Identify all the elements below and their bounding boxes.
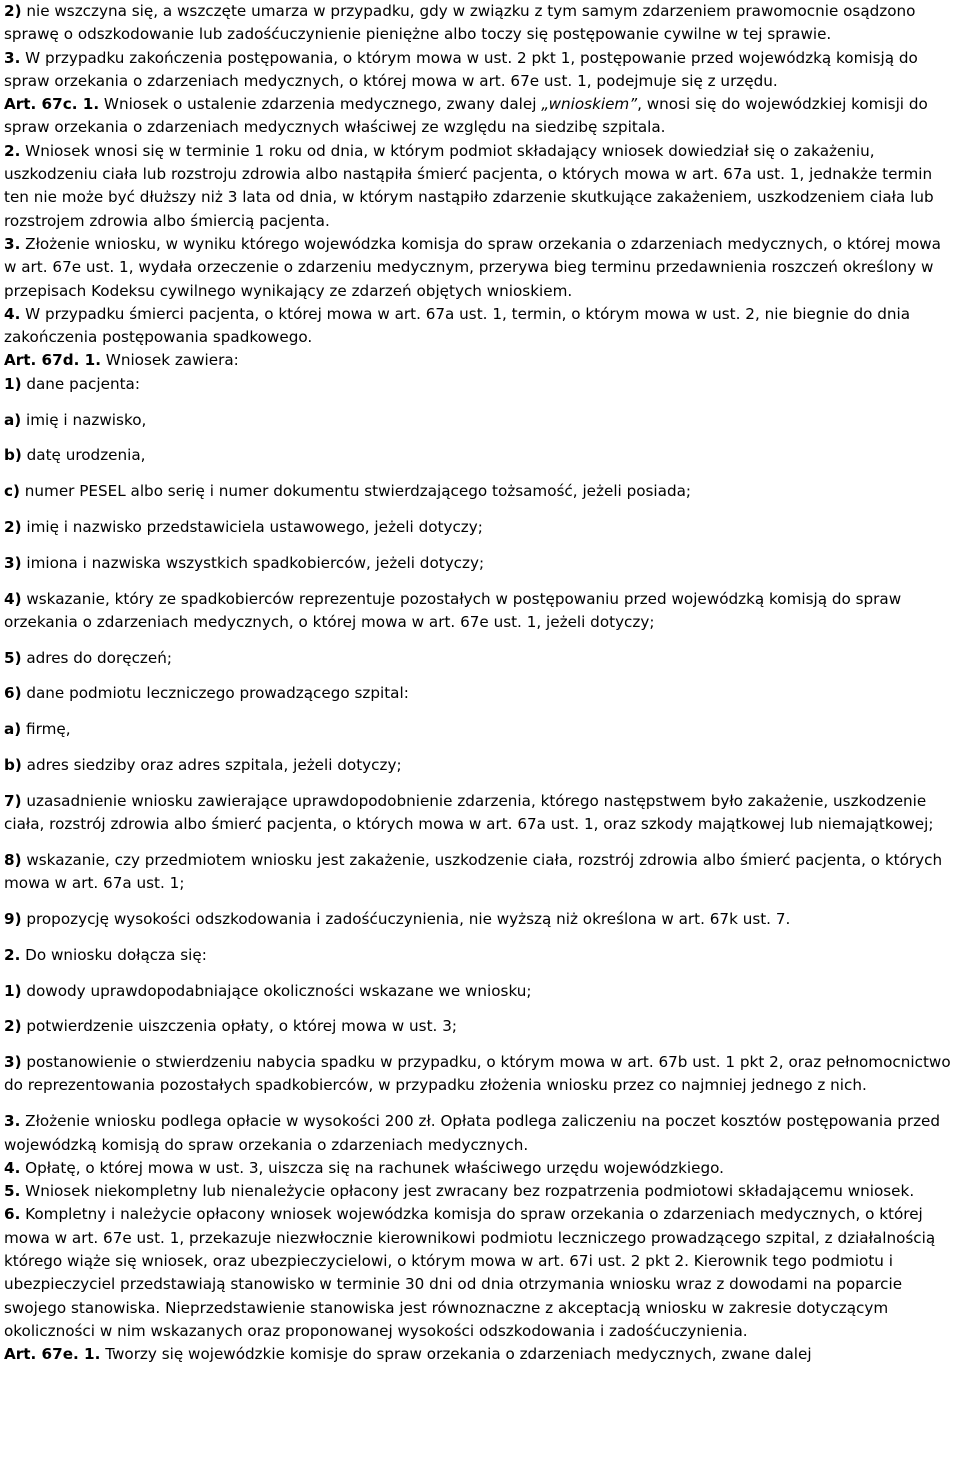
- paragraph-text: imiona i nazwiska wszystkich spadkobierców, jeżeli dotyczy;: [21, 553, 485, 572]
- paragraph: [4, 349, 954, 372]
- paragraph: [4, 1110, 954, 1157]
- paragraph-number: 4): [4, 589, 22, 608]
- paragraph-text: nie wszczyna się, a wszczęte umarza w przypadku, gdy w związku z tym samym zdarzeniem prawomocnie osądzono sprawę o odszkodowanie lub zadośćuczynienie pieniężne albo toczy się postępowanie cywilne w tej sprawie.: [4, 2, 916, 44]
- paragraph-text: datę urodzenia,: [21, 446, 146, 465]
- paragraph-text: Wniosek zawiera:: [100, 351, 239, 370]
- paragraph-text: dane pacjenta:: [21, 374, 140, 393]
- paragraph-text: dane podmiotu leczniczego prowadzącego szpital:: [21, 684, 409, 703]
- paragraph-text: wskazanie, czy przedmiotem wniosku jest zakażenie, uszkodzenie ciała, rozstrój zdrowia albo śmierć pacjenta, o których mowa w art. 67a ust. 1;: [4, 850, 943, 893]
- paragraph: [4, 1015, 954, 1038]
- paragraph-number: a): [4, 720, 22, 739]
- paragraph: [4, 233, 954, 303]
- paragraph-number: Art. 67e. 1.: [4, 1345, 101, 1364]
- paragraph: [4, 1157, 954, 1180]
- paragraph-text: , wnosi się do wojewódzkiej komisji do spraw orzekania o zdarzeniach medycznych właściwej ze względu na siedzibę szpitala.: [4, 95, 928, 137]
- paragraph: [4, 790, 954, 837]
- paragraph-number: 6.: [4, 1205, 21, 1224]
- paragraph-text: W przypadku zakończenia postępowania, o którym mowa w ust. 2 pkt 1, postępowanie przed wojewódzką komisją do spraw orzekania o zdarzeniach medycznych, o której mowa w art. 67e ust. 1, podejmuje się z urzędu.: [4, 48, 918, 90]
- paragraph-number: Art. 67c. 1.: [4, 95, 100, 114]
- paragraph-number: c): [4, 482, 20, 501]
- paragraph: [4, 682, 954, 705]
- paragraph: [4, 588, 954, 635]
- paragraph: [4, 516, 954, 539]
- paragraph: [4, 480, 954, 503]
- paragraph-number: 6): [4, 684, 22, 703]
- paragraph-number: 3.: [4, 1112, 21, 1131]
- paragraph-text: dowody uprawdopodabniające okoliczności wskazane we wniosku;: [21, 981, 532, 1000]
- paragraph-number: 9): [4, 910, 22, 928]
- paragraph-text: Złożenie wniosku podlega opłacie w wysokości 200 zł. Opłata podlega zaliczeniu na poczet kosztów postępowania przed wojewódzką komisją do spraw orzekania o zdarzeniach medycznych.: [4, 1112, 941, 1154]
- paragraph: [4, 754, 954, 777]
- paragraph-number: 5.: [4, 1182, 21, 1201]
- paragraph-number: 3.: [4, 234, 21, 253]
- paragraph-number: 4.: [4, 1158, 21, 1177]
- paragraph: [4, 93, 954, 140]
- paragraph-text: Opłatę, o której mowa w ust. 3, uiszcza się na rachunek właściwego urzędu wojewódzkiego.: [20, 1158, 724, 1177]
- paragraph-text: numer PESEL albo serię i numer dokumentu stwierdzającego tożsamość, jeżeli posiada;: [19, 482, 692, 501]
- paragraph-text: potwierdzenie uiszczenia opłaty, o której mowa w ust. 3;: [21, 1017, 457, 1036]
- paragraph-text: adres do doręczeń;: [21, 648, 172, 667]
- paragraph-number: 4.: [4, 304, 21, 323]
- paragraph: [4, 1343, 954, 1366]
- paragraph-number: 3): [4, 553, 22, 572]
- paragraph: [4, 303, 954, 350]
- paragraph: [4, 718, 954, 741]
- paragraph-number: 2.: [4, 141, 21, 160]
- paragraph: [4, 0, 954, 47]
- paragraph: [4, 849, 954, 896]
- paragraph: [4, 908, 954, 931]
- paragraph-number: 2.: [4, 945, 21, 964]
- paragraph: [4, 140, 954, 233]
- paragraph-number: 1): [4, 374, 22, 393]
- paragraph: [4, 1180, 954, 1203]
- paragraph-number: 5): [4, 648, 22, 667]
- paragraph: [4, 444, 954, 467]
- paragraph-number: 3): [4, 1053, 22, 1072]
- paragraph-text: postanowienie o stwierdzeniu nabycia spadku w przypadku, o którym mowa w art. 67b ust. 1 pkt 2, oraz pełnomocnictwo do reprezentowania pozostałych spadkobierców, w przypadku złożenia wniosku przez co najmniej jednego z nich.: [4, 1053, 951, 1095]
- paragraph-text: propozycję wysokości odszkodowania i zadośćuczynienia, nie wyższą niż określona w art. 67k ust. 7.: [21, 910, 791, 928]
- paragraph-text: imię i nazwisko,: [21, 410, 147, 429]
- paragraph-number: 7): [4, 791, 22, 810]
- paragraph-number: a): [4, 410, 22, 429]
- paragraph-text: wskazanie, który ze spadkobierców reprezentuje pozostałych w postępowaniu przed wojewódzką komisją do spraw orzekania o zdarzeniach medycznych, o której mowa w art. 67e ust. 1, jeżeli dotyczy;: [4, 589, 902, 631]
- paragraph-text: uzasadnienie wniosku zawierające uprawdopodobnienie zdarzenia, którego następstwem było zakażenie, uszkodzenie ciała, rozstrój zdrowia albo śmierć pacjenta, o których mowa w art. 67a ust. 1, oraz szkody majątkowej lub niemajątkowej;: [4, 791, 934, 834]
- paragraph-text: Wniosek wnosi się w terminie 1 roku od dnia, w którym podmiot składający wniosek dowiedział się o zakażeniu, uszkodzeniu ciała lub rozstroju zdrowia albo nastąpiła śmierć pacjenta, o których mowa w art. 67a ust. 1, jednakże termin ten nie może być dłuższy niż 3 lata od dnia, w którym nastąpiło zdarzenie skutkujące zakażeniem, uszkodzeniem ciała lub rozstrojem zdrowia albo śmiercią pacjenta.: [4, 141, 934, 230]
- paragraph-number: 1): [4, 981, 22, 1000]
- paragraph: [4, 1051, 954, 1098]
- paragraph-text: W przypadku śmierci pacjenta, o której mowa w art. 67a ust. 1, termin, o którym mowa w ust. 2, nie biegnie do dnia zakończenia postępowania spadkowego.: [4, 304, 911, 347]
- emphasized-term: „wnioskiem”: [541, 95, 638, 114]
- paragraph-number: 2): [4, 1017, 22, 1036]
- paragraph-number: Art. 67d. 1.: [4, 351, 101, 370]
- paragraph: [4, 980, 954, 1003]
- paragraph: [4, 647, 954, 670]
- paragraph-number: 3.: [4, 48, 21, 67]
- paragraph-number: 2): [4, 2, 22, 20]
- paragraph-number: 8): [4, 850, 22, 869]
- paragraph-text: firmę,: [21, 720, 71, 739]
- paragraph-text: Wniosek o ustalenie zdarzenia medycznego, zwany dalej: [99, 95, 542, 114]
- paragraph-text: Tworzy się wojewódzkie komisje do spraw orzekania o zdarzeniach medycznych, zwane dalej: [100, 1345, 812, 1364]
- paragraph: [4, 552, 954, 575]
- paragraph-text: imię i nazwisko przedstawiciela ustawowego, jeżeli dotyczy;: [21, 517, 483, 536]
- paragraph-number: b): [4, 756, 22, 775]
- paragraph-number: 2): [4, 517, 22, 536]
- paragraph: [4, 409, 954, 432]
- paragraph-number: b): [4, 446, 22, 465]
- paragraph-text: adres siedziby oraz adres szpitala, jeżeli dotyczy;: [21, 756, 402, 775]
- paragraph: [4, 47, 954, 94]
- paragraph-text: Złożenie wniosku, w wyniku którego wojewódzka komisja do spraw orzekania o zdarzeniach medycznych, o której mowa w art. 67e ust. 1, wydała orzeczenie o zdarzeniu medycznym, przerywa bieg terminu przedawnienia roszczeń określony w przepisach Kodeksu cywilnego wynikający ze zdarzeń objętych wnioskiem.: [4, 234, 941, 300]
- paragraph-text: Kompletny i należycie opłacony wniosek wojewódzka komisja do spraw orzekania o zdarzeniach medycznych, o której mowa w art. 67e ust. 1, przekazuje niezwłocznie kierownikowi podmiotu leczniczego prowadzącego szpital, z działalnością którego wiąże się wniosek, oraz ubezpieczycielowi, o którym mowa w art. 67i ust. 2 pkt 2. Kierownik tego podmiotu i ubezpieczyciel przedstawiają stanowisko w terminie 30 dni od dnia otrzymania wniosku wraz z dowodami na poparcie swojego stanowiska. Nieprzedstawienie stanowiska jest równoznaczne z akceptacją wniosku w zakresie dotyczącym okoliczności w nim wskazanych oraz proponowanej wysokości odszkodowania i zadośćuczynienia.: [4, 1205, 936, 1340]
- paragraph-text: Wniosek niekompletny lub nienależycie opłacony jest zwracany bez rozpatrzenia podmiotowi składającemu wniosek.: [20, 1182, 915, 1201]
- paragraph: [4, 373, 954, 396]
- paragraph: [4, 944, 954, 967]
- paragraph-text: Do wniosku dołącza się:: [20, 945, 207, 964]
- paragraph: [4, 1203, 954, 1343]
